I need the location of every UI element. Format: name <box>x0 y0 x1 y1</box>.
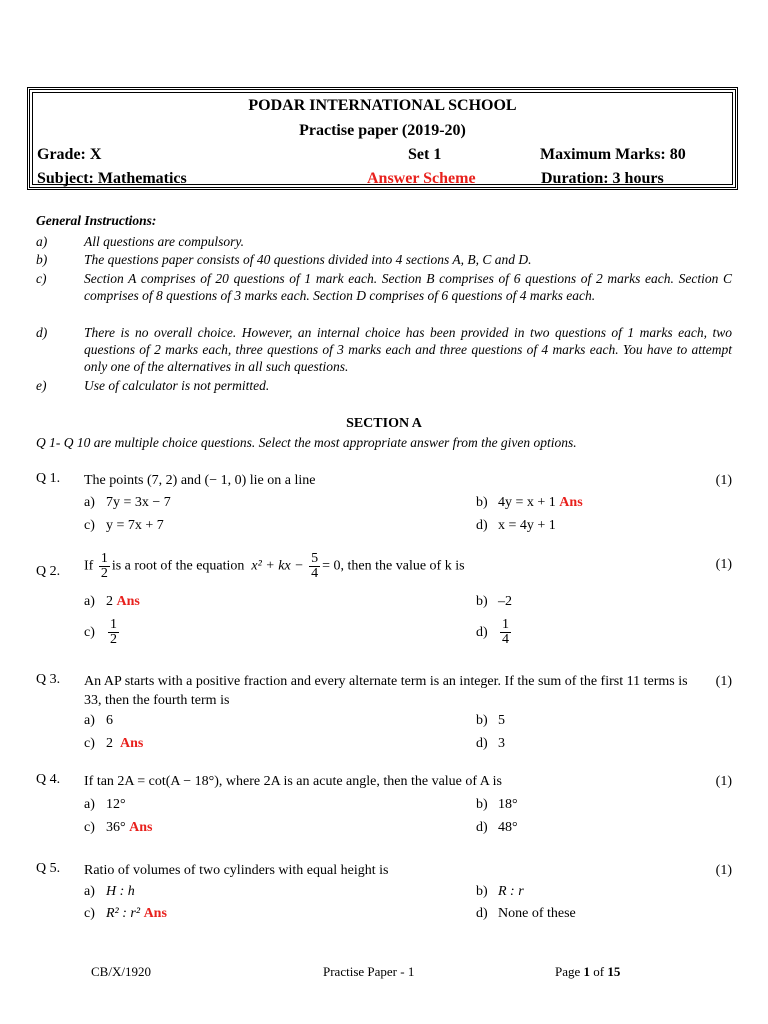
max-marks-label: Maximum Marks: 80 <box>540 146 686 163</box>
instruction-label: e) <box>36 378 47 393</box>
instruction-label: d) <box>36 325 48 340</box>
school-name: PODAR INTERNATIONAL SCHOOL <box>248 97 517 114</box>
instruction-label: c) <box>36 271 47 286</box>
instruction-item <box>36 251 732 268</box>
footer-page-number: Page 1 of 15 <box>555 964 621 979</box>
option-a: a) 6 <box>84 713 113 728</box>
option-a: a) 7y = 3x − 7 <box>84 495 171 510</box>
instruction-item <box>36 233 732 250</box>
question-number: Q 3. <box>36 672 61 687</box>
question-number: Q 2. <box>36 564 61 579</box>
question-number: Q 4. <box>36 772 61 787</box>
option-c: c) R² : r² Ans <box>84 906 167 921</box>
question-marks: (1) <box>715 473 732 488</box>
footer-code: CB/X/1920 <box>91 964 151 979</box>
instruction-text: All questions are compulsory. <box>84 234 244 249</box>
option-d: d) None of these <box>476 906 576 921</box>
duration-label: Duration: 3 hours <box>541 170 664 187</box>
answer-mark: Ans <box>120 736 144 751</box>
option-c: c) 36° Ans <box>84 820 153 835</box>
option-b: b) 5 <box>476 713 505 728</box>
option-b: b) 4y = x + 1 Ans <box>476 495 583 510</box>
question-text: Ratio of volumes of two cylinders with equal height is <box>84 863 389 878</box>
option-c: c) y = 7x + 7 <box>84 518 164 533</box>
option-b: b) 18° <box>476 797 518 812</box>
option-d: d) 3 <box>476 736 505 751</box>
instruction-text: The questions paper consists of 40 questions divided into 4 sections A, B, C and D. <box>84 252 532 267</box>
instruction-text: There is no overall choice. However, an internal choice has been provided in two questions of 1 marks each, two questions of 2 marks each, three questions of 3 marks each and three questions of 4 marks each. You have to attempt only one of the alternatives in all such questions. <box>84 325 732 374</box>
footer-paper-name: Practise Paper - 1 <box>323 964 415 979</box>
grade-label: Grade: X <box>37 146 102 163</box>
question-marks: (1) <box>715 774 732 789</box>
header-box <box>27 87 738 190</box>
option-d: d) x = 4y + 1 <box>476 518 556 533</box>
section-note: Q 1- Q 10 are multiple choice questions. Select the most appropriate answer from the given options. <box>36 435 577 450</box>
option-b: b) –2 <box>476 594 512 609</box>
answer-mark: Ans <box>116 594 140 609</box>
instruction-label: a) <box>36 234 48 249</box>
answer-mark: Ans <box>559 495 583 510</box>
general-instructions-title: General Instructions: <box>36 213 157 228</box>
question-number: Q 5. <box>36 861 61 876</box>
option-b: b) R : r <box>476 884 524 899</box>
set-label: Set 1 <box>408 146 442 163</box>
instruction-item <box>36 377 732 394</box>
option-a: a) 2 Ans <box>84 594 140 609</box>
option-a: a) 12° <box>84 797 126 812</box>
question-marks: (1) <box>715 557 732 572</box>
question-text: The points (7, 2) and (− 1, 0) lie on a line <box>84 473 316 488</box>
subject-label: Subject: Mathematics <box>37 170 187 187</box>
instruction-item <box>36 270 732 304</box>
option-a: a) H : h <box>84 884 135 899</box>
answer-mark: Ans <box>129 820 153 835</box>
question-number: Q 1. <box>36 471 61 486</box>
paper-title: Practise paper (2019-20) <box>299 122 466 139</box>
question-marks: (1) <box>715 674 732 689</box>
question-text: If tan 2A = cot(A − 18°), where 2A is an acute angle, then the value of A is <box>84 774 502 789</box>
answer-mark: Ans <box>143 906 167 921</box>
option-c: c) 2 Ans <box>84 736 144 751</box>
answer-scheme-label: Answer Scheme <box>367 170 476 187</box>
instruction-item <box>36 324 732 375</box>
question-text: An AP starts with a positive fraction and every alternate term is an integer. If the sum of the first 11 terms is 33, then the fourth term is <box>84 674 688 708</box>
option-d: d) 48° <box>476 820 518 835</box>
instruction-label: b) <box>36 252 48 267</box>
question-marks: (1) <box>715 863 732 878</box>
option-c: c) $\frac{1}{2}$ <box>84 617 117 647</box>
section-title: SECTION A <box>346 416 422 431</box>
instruction-text: Section A comprises of 20 questions of 1 mark each. Section B comprises of 6 questions of 2 marks each. Section C comprises of 8 questions of 3 marks each. Section D comprises of 6 questions of 4 marks each. <box>84 271 732 303</box>
fraction-half: $\frac{1}{2}$ <box>100 551 108 581</box>
fraction-five-fourths: $\frac{5}{4}$ <box>311 551 319 581</box>
instruction-text: Use of calculator is not permitted. <box>84 378 270 393</box>
question-text: If $\frac{1}{2}$ is a root of the equation x² + kx − $\frac{5}{4}$ = 0, then the value of k is <box>84 551 465 581</box>
option-d: d) $\frac{1}{4}$ <box>476 617 509 647</box>
